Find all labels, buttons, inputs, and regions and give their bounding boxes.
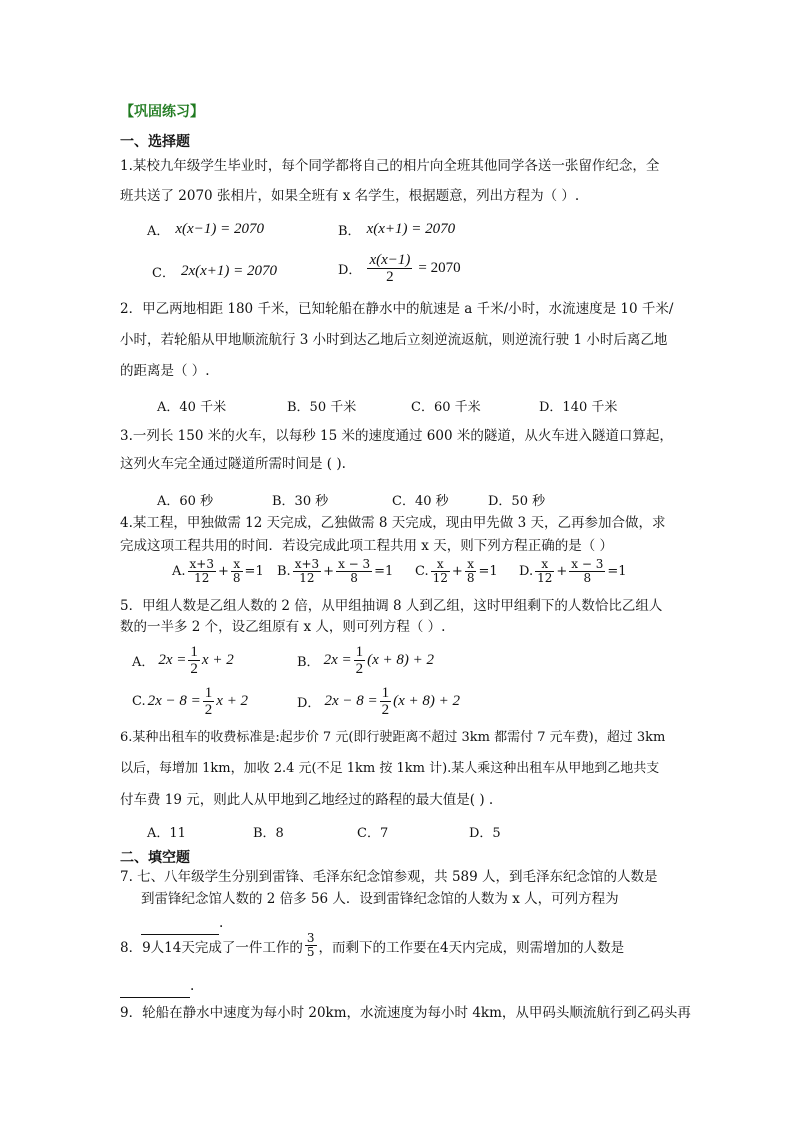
q2-line1: 2．甲乙两地相距 180 千米，已知轮船在静水中的航速是 a 千米/小时，水流速度是 10 千米/ [120,301,674,317]
numerator: x+3 [189,557,214,571]
denominator: 2 [355,661,364,677]
numerator: x [231,558,243,572]
option-rhs: (x + 8) + 2 [367,652,434,668]
denominator: 8 [466,571,475,585]
q1-option-c [152,262,277,281]
part-heading-fill: 二、填空题 [120,850,190,866]
option-rhs: = 2070 [418,260,461,276]
option-expr: x(x+1) = 2070 [366,221,456,237]
fraction [336,558,372,585]
fraction [305,932,317,959]
q4-option-d [519,558,627,585]
q8-answer-line [120,975,194,998]
option-rhs: x + 2 [201,652,234,668]
numerator: x(x−1) [369,252,411,268]
option-lhs: 2x − 8 = [147,693,201,709]
fraction [367,252,412,285]
numerator: 1 [190,644,198,660]
denominator: 8 [232,571,241,585]
q3-option-b: B．30 秒 [272,494,329,509]
option-rhs: =1 [374,564,394,579]
denominator: 2 [381,702,390,718]
q6-line3: 付车费 19 元，则此人从甲地到乙地经过的路程的最大值是( ) . [120,792,494,808]
q2-line3: 的距离是（ ）. [120,363,210,379]
part-heading-choice: 一、选择题 [120,134,190,150]
q2-line2: 小时，若轮船从甲地顺流航行 3 小时到达乙地后立刻逆流返航，则逆流行驶 1 小时后离乙地 [120,332,668,348]
option-label: C. [415,564,429,579]
numerator: 1 [381,685,390,701]
q6-line2: 以后，每增加 1km，加收 2.4 元(不足 1km 按 1km 计).某人乘这种出租车从甲地到乙地共支 [120,761,660,776]
numerator: x − 3 [571,557,604,571]
fraction [354,644,366,677]
q3-option-a: A．60 秒 [157,494,214,509]
q6-option-a: A．11 [147,826,186,841]
q3-option-d: D．50 秒 [488,494,546,509]
option-rhs: =1 [607,564,627,579]
option-label: A． [147,224,170,239]
denominator: 8 [350,571,358,585]
denominator: 12 [537,571,553,585]
q3-line2: 这列火车完全通过隧道所需时间是 ( ). [120,456,346,472]
denominator: 12 [194,571,210,585]
q3-option-c: C．40 秒 [392,494,449,509]
option-lhs: 2x − 8 = [324,693,378,709]
q1-line1: 1.某校九年级学生毕业时，每个同学都将自己的相片向全班其他同学各送一张留作纪念，全 [120,158,660,174]
fraction [465,558,477,585]
numerator: x − 3 [338,557,371,571]
q1-option-b [338,220,455,239]
numerator: 1 [204,685,213,701]
denominator: 5 [306,945,315,959]
answer-blank [120,975,190,998]
option-label: B． [297,655,320,670]
fraction [188,644,200,677]
fraction [431,558,450,585]
fraction [188,558,216,585]
fraction [231,558,243,585]
denominator: 8 [583,571,592,585]
q5-option-d [297,685,460,718]
q4-line1: 4.某工程，甲独做需 12 天完成，乙独做需 8 天完成，现由甲先做 3 天，乙再参加合做，求 [120,515,666,531]
q5-option-a [132,644,234,677]
q2-option-c: C．60 千米 [411,400,481,415]
q9-line1: 9．轮船在静水中速度为每小时 20km，水流速度为每小时 4km，从甲码头顺流航行到乙码头再 [120,1005,691,1021]
option-lhs: 2x = [158,652,187,668]
q1-option-d [338,252,461,285]
option-rhs: =1 [478,564,498,579]
operator: + [556,564,568,579]
option-label: C． [152,266,175,281]
q8-end: . [190,978,195,994]
option-rhs: x + 2 [216,693,249,709]
denominator: 12 [432,571,448,585]
denominator: 2 [204,702,213,718]
option-label: A. [172,564,186,579]
q8-post: ，而剩下的工作要在4天内完成，则需增加的人数是 [318,939,625,956]
option-rhs: =1 [244,564,264,579]
q6-option-d: D．5 [469,826,501,841]
q5-option-c [132,685,248,718]
fraction [535,558,554,585]
q7-line2: 到雷锋纪念馆人数的 2 倍多 56 人．设到雷锋纪念馆的人数为 x 人，可列方程为 [141,891,619,907]
q4-line2: 完成这项工程共用的时间．若设完成此项工程共用 x 天，则下列方程正确的是（ ） [120,538,613,554]
option-label: B. [277,564,291,579]
q8-pre: 8．9人14天完成了一件工作的 [120,939,303,956]
operator: + [323,564,335,579]
q2-option-b: B．50 千米 [287,400,357,415]
option-label: D. [519,564,534,579]
q5-option-b [297,644,434,677]
option-label: C. [132,694,146,709]
numerator: x [431,558,450,572]
option-expr: 2x(x+1) = 2070 [180,263,278,279]
operator: + [451,564,463,579]
q1-line2: 班共送了 2070 张相片，如果全班有 x 名学生，根据题意，列出方程为（ ）. [120,188,580,204]
option-rhs: (x + 8) + 2 [393,693,460,709]
q6-option-c: C．7 [357,826,389,841]
q4-option-b [277,558,393,585]
q1-option-a [147,220,264,239]
q6-line1: 6.某种出租车的收费标准是:起步价 7 元(即行驶距离不超过 3km 都需付 7 元车费)，超过 3km [120,730,666,745]
operator: + [218,564,229,579]
q2-option-d: D．140 千米 [539,400,618,415]
numerator: x+3 [294,557,320,571]
numerator: x [535,558,554,572]
q8-line1 [120,932,624,959]
option-expr: x(x−1) = 2070 [175,221,264,237]
fraction [569,558,605,585]
q6-option-b: B．8 [253,826,284,841]
denominator: 2 [386,269,394,285]
section-title: 【巩固练习】 [120,104,204,120]
q7-line1: 7. 七、八年级学生分别到雷锋、毛泽东纪念馆参观，共 589 人，到毛泽东纪念馆的人数是 [120,869,658,885]
denominator: 2 [190,661,198,677]
q4-option-a [172,558,264,585]
fraction [203,685,215,718]
q5-line1: 5．甲组人数是乙组人数的 2 倍，从甲组抽调 8 人到乙组，这时甲组剩下的人数恰比乙组人 [120,598,663,614]
numerator: 1 [355,644,364,660]
denominator: 12 [299,571,315,585]
numerator: x [465,558,477,572]
q3-line1: 3.一列长 150 米的火车，以每秒 15 米的速度通过 600 米的隧道，从火车进入隧道口算起， [120,428,673,444]
option-label: B． [338,224,361,239]
fraction [380,685,392,718]
q7-end: . [219,915,224,931]
option-label: D． [297,696,321,711]
option-label: A． [132,655,155,670]
option-lhs: 2x = [323,652,352,668]
q5-line2: 数的一半多 2 个，设乙组原有 x 人，则可列方程（ ）. [120,619,446,635]
q2-option-a: A．40 千米 [157,400,227,415]
q4-option-c [415,558,498,585]
numerator: 3 [306,931,315,945]
option-label: D． [338,263,362,278]
fraction [293,558,321,585]
